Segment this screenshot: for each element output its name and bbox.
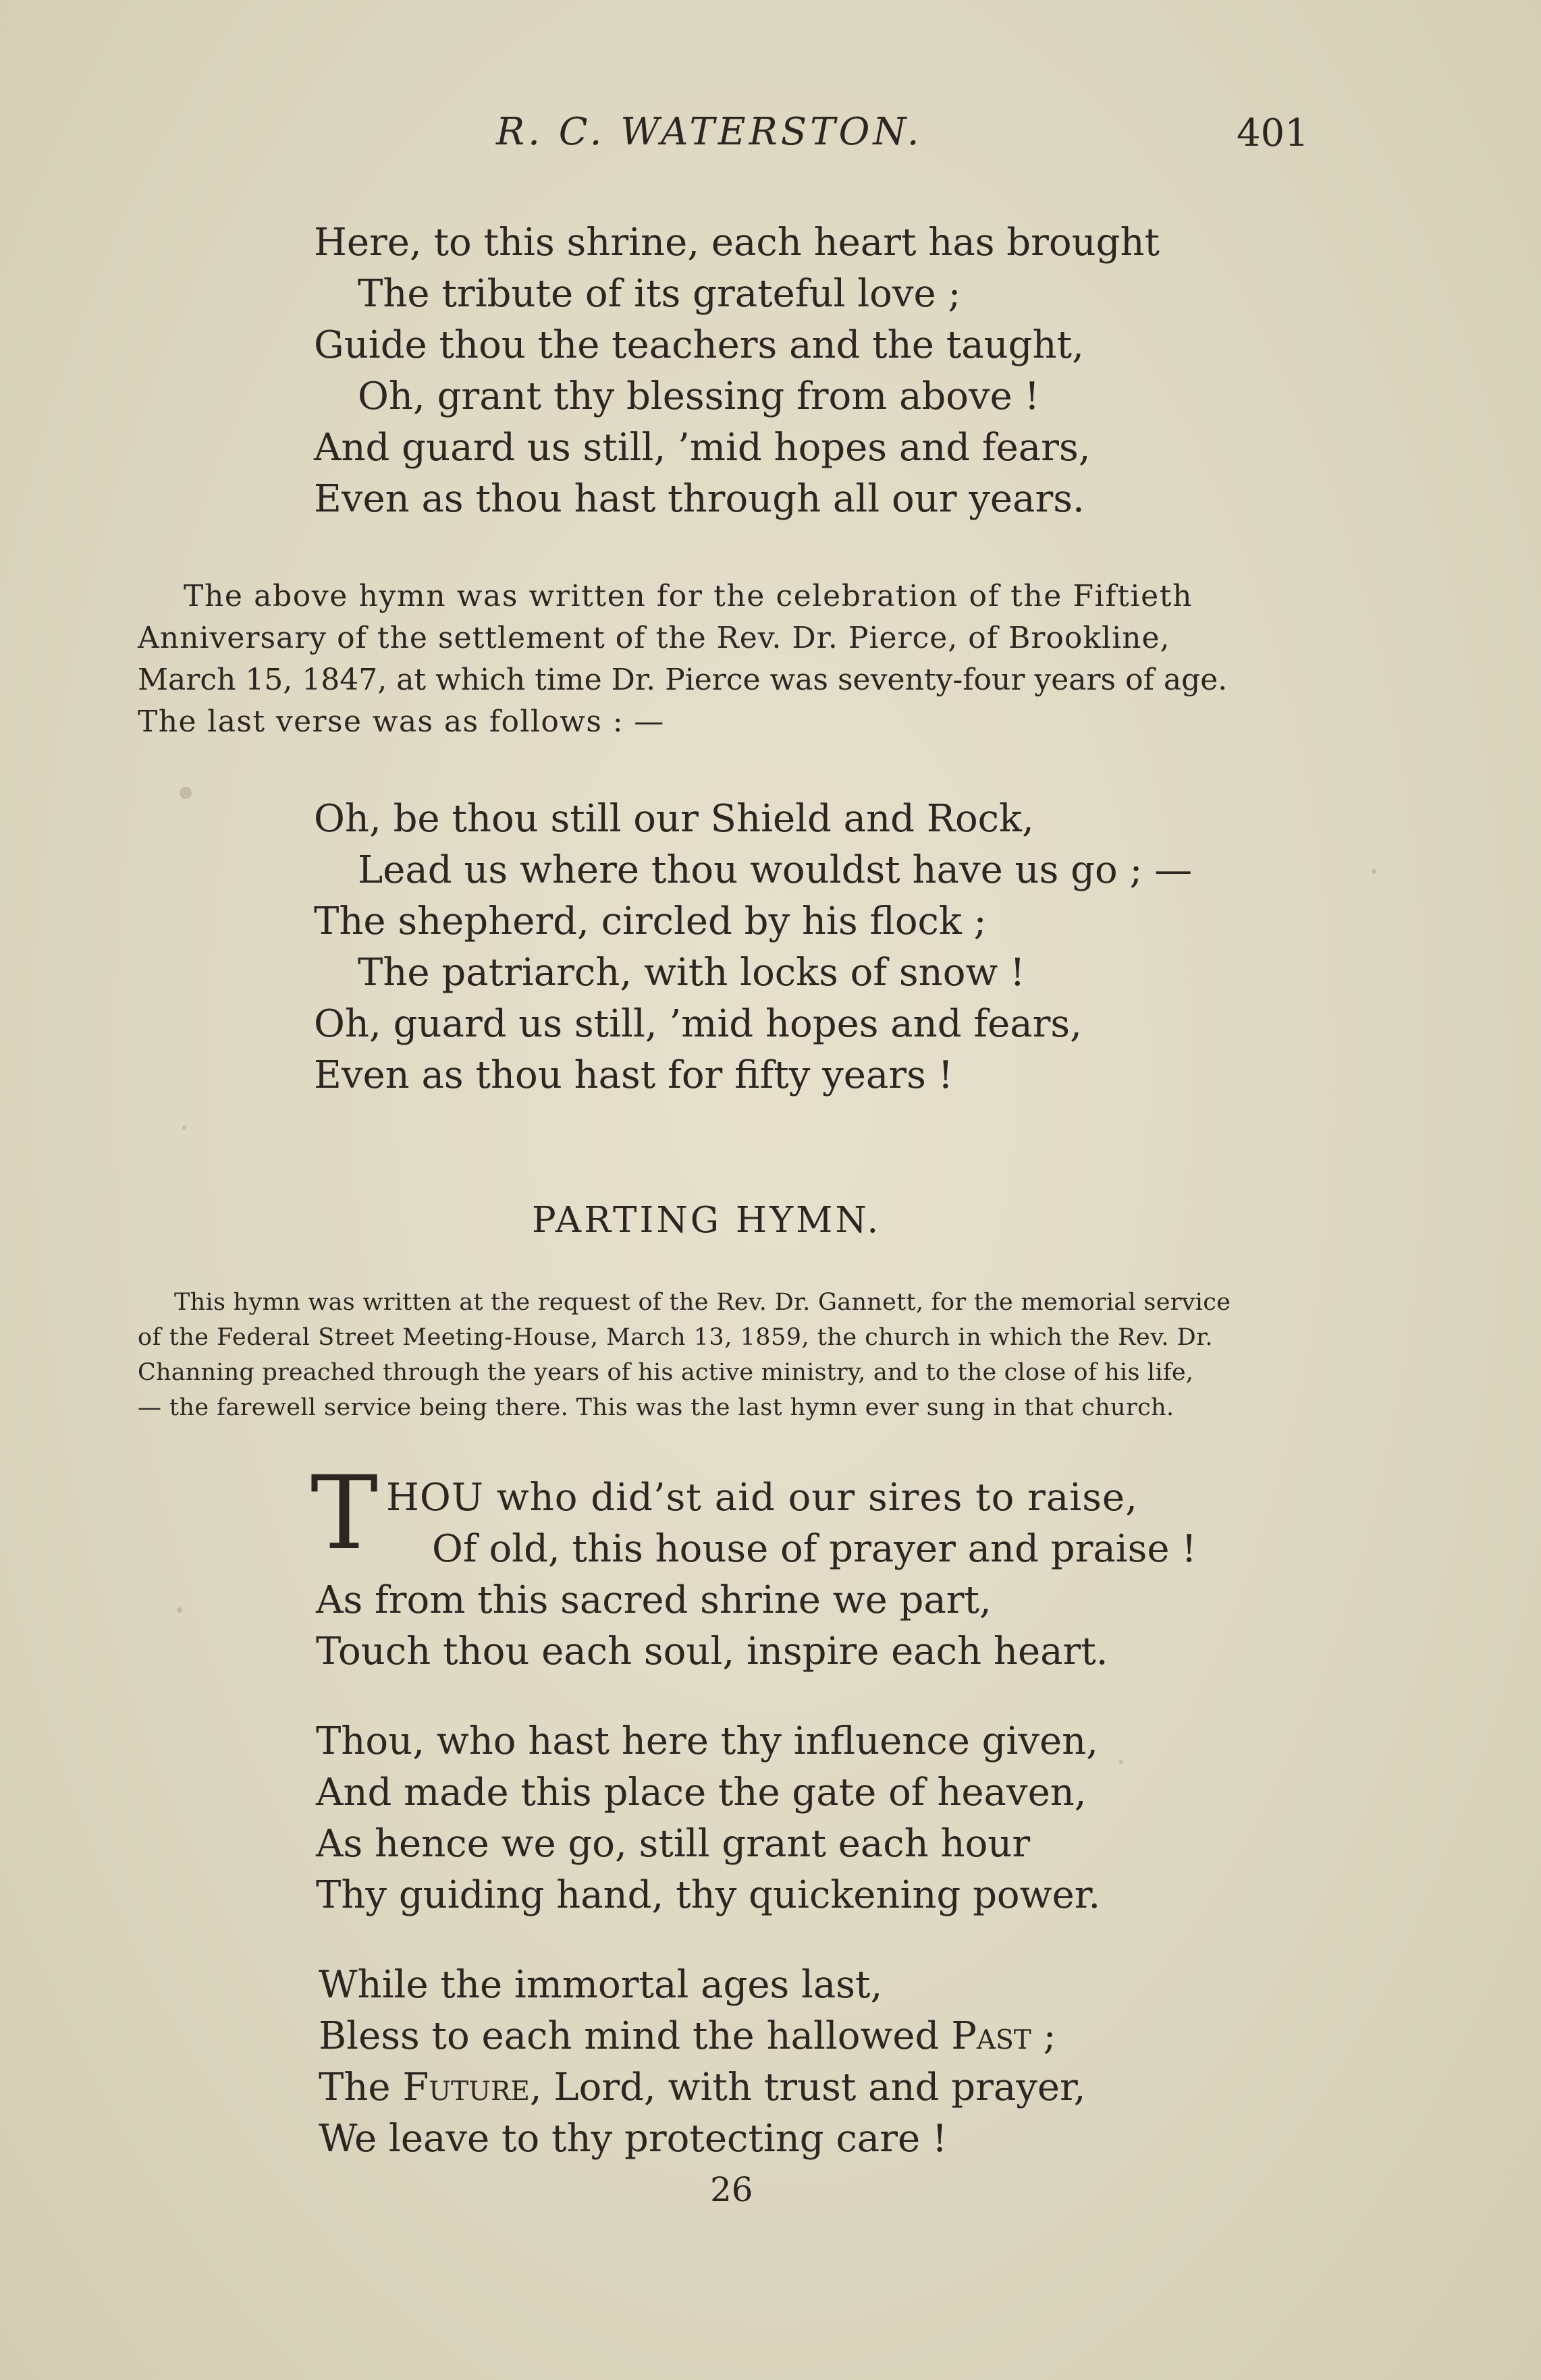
verse-line: Thou, who hast here thy influence given,	[316, 1719, 1099, 1763]
verse-line: Lead us where thou wouldst have us go ; —	[358, 848, 1193, 892]
note-line: March 15, 1847, at which time Dr. Pierce was seventy-four years of age.	[138, 663, 1228, 697]
note-line: The last verse was as follows : —	[138, 704, 665, 739]
verse-line: And guard us still, ’mid hopes and fears,	[314, 426, 1091, 470]
verse-line: We leave to thy protecting care !	[319, 2117, 948, 2161]
verse-line: Even as thou hast for fifty years !	[314, 1053, 954, 1097]
small-caps-word: Past	[951, 2014, 1031, 2058]
verse-line: While the immortal ages last,	[319, 1963, 883, 2007]
section-title: PARTING HYMN.	[532, 1200, 882, 1241]
verse-line: Here, to this shrine, each heart has brought	[314, 221, 1160, 265]
verse-line: Thy guiding hand, thy quickening power.	[316, 1873, 1101, 1917]
verse-line: Guide thou the teachers and the taught,	[314, 323, 1084, 367]
verse-line: Even as thou hast through all our years.	[314, 477, 1085, 521]
verse-line: Touch thou each soul, inspire each heart.	[316, 1630, 1108, 1673]
drop-cap-initial: T	[310, 1455, 379, 1572]
verse-line: As hence we go, still grant each hour	[316, 1822, 1031, 1866]
verse-line: And made this place the gate of heaven,	[316, 1771, 1087, 1815]
verse-line: Of old, this house of prayer and praise !	[432, 1527, 1197, 1571]
small-caps-word: Future	[402, 2066, 530, 2109]
verse-text: , Lord, with trust and prayer,	[529, 2066, 1086, 2109]
verse-line: Oh, guard us still, ’mid hopes and fears,	[314, 1002, 1082, 1046]
signature-mark: 26	[710, 2170, 753, 2209]
verse-line: Oh, be thou still our Shield and Rock,	[314, 797, 1034, 841]
verse-line: The tribute of its grateful love ;	[358, 272, 961, 316]
note-line: This hymn was written at the request of the Rev. Dr. Gannett, for the memorial service	[174, 1289, 1231, 1316]
note-line: — the farewell service being there. This was the last hymn ever sung in that church.	[138, 1394, 1174, 1421]
verse-text: ;	[1031, 2014, 1056, 2058]
verse-line: The patriarch, with locks of snow !	[358, 951, 1025, 995]
paper-speck	[180, 787, 192, 799]
page-number: 401	[1237, 111, 1309, 155]
verse-text: Bless to each mind the hallowed	[319, 2014, 952, 2058]
paper-speck	[1119, 1760, 1123, 1764]
verse-line	[319, 2011, 1056, 2062]
note-line: The above hymn was written for the celebration of the Fiftieth	[184, 579, 1193, 613]
note-line: of the Federal Street Meeting-House, March 13, 1859, the church in which the Rev. Dr.	[138, 1324, 1214, 1351]
paper-speck	[177, 1607, 182, 1613]
paper-speck	[1372, 869, 1376, 874]
verse-line: Oh, grant thy blessing from above !	[358, 375, 1040, 418]
verse-line: The shepherd, circled by his flock ;	[314, 900, 987, 943]
note-line: Anniversary of the settlement of the Rev. Dr. Pierce, of Brookline,	[138, 621, 1170, 655]
verse-line: HOU who did’st aid our sires to raise,	[386, 1476, 1138, 1520]
note-line: Channing preached through the years of his active ministry, and to the close of his life,	[138, 1359, 1194, 1386]
running-header-title: R. C. WATERSTON.	[496, 110, 923, 154]
paper-speck	[182, 1126, 186, 1130]
verse-line: As from this sacred shrine we part,	[316, 1578, 992, 1622]
verse-text: The	[319, 2066, 403, 2109]
verse-line	[319, 2062, 1085, 2113]
